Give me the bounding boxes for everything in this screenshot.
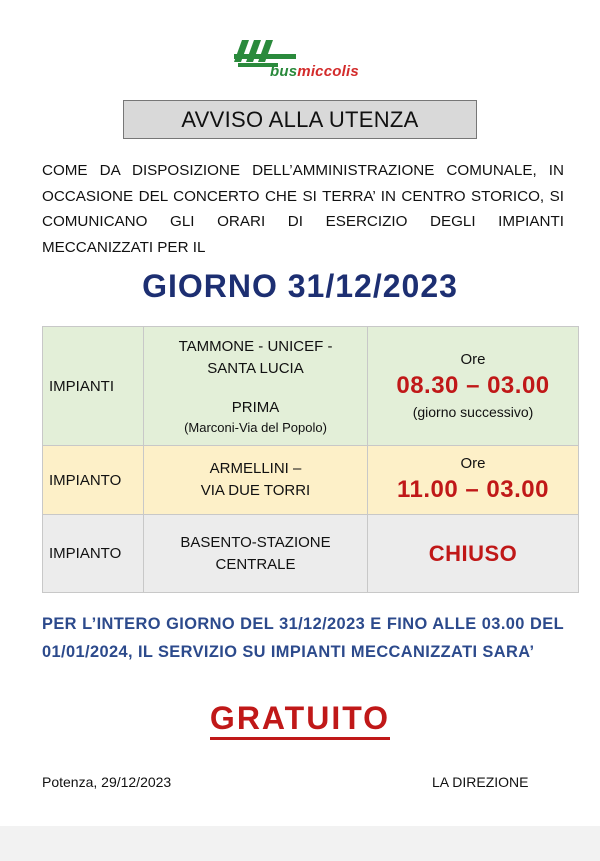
signature: LA DIREZIONE [432, 774, 529, 790]
row-label: IMPIANTI [43, 327, 144, 446]
table-row [43, 515, 579, 593]
place-date: Potenza, 29/12/2023 [42, 774, 172, 790]
station-cell [144, 515, 368, 593]
station-cell [144, 327, 368, 446]
table-row [43, 446, 579, 515]
station-note: (Marconi-Via del Popolo) [184, 419, 327, 435]
station-name: PRIMA [231, 398, 280, 416]
hours-note: (giorno successivo) [412, 404, 534, 420]
intro-paragraph: COME DA DISPOSIZIONE DELL’AMMINISTRAZIONE COMUNALE, IN OCCASIONE DEL CONCERTO CHE SI TERRA’ IN CENTRO STORICO, SI COMUNICANO GLI ORARI DI ESERCIZIO DEGLI IMPIANTI MECCANIZZATI PER IL [42, 162, 564, 256]
station-name: VIA DUE TORRI [200, 482, 311, 499]
bottom-band [0, 826, 600, 861]
status-cell [368, 515, 579, 593]
schedule-table [42, 326, 579, 593]
hours-cell [368, 446, 579, 515]
free-service-notice: PER L’INTERO GIORNO DEL 31/12/2023 E FINO ALLE 03.00 DEL 01/01/2024, IL SERVIZIO SU IMPIANTI MECCANIZZATI SARA’ [42, 615, 564, 661]
logo-text: busmiccolis [270, 63, 359, 80]
station-cell [144, 446, 368, 515]
hours-label: Ore [460, 455, 486, 472]
hours-label: Ore [460, 351, 486, 368]
station-name: CENTRALE [215, 555, 296, 573]
hours-time: 11.00 – 03.00 [397, 476, 549, 503]
table-row [43, 327, 579, 446]
hours-cell [368, 327, 579, 446]
hours-time: 08.30 – 03.00 [396, 372, 550, 399]
station-name: TAMMONE - UNICEF - [178, 337, 333, 355]
row-label: IMPIANTO [43, 446, 144, 515]
row-label: IMPIANTO [43, 515, 144, 593]
free-label-text: GRATUITO [210, 700, 390, 740]
date-title: GIORNO 31/12/2023 [142, 268, 458, 304]
closed-status: CHIUSO [428, 540, 518, 566]
station-name: SANTA LUCIA [207, 359, 304, 377]
station-name: BASENTO-STAZIONE [180, 533, 331, 551]
free-label [0, 700, 600, 737]
notice-heading: AVVISO ALLA UTENZA [123, 100, 477, 139]
busmiccolis-logo [232, 38, 382, 86]
station-name: ARMELLINI – [209, 460, 302, 477]
